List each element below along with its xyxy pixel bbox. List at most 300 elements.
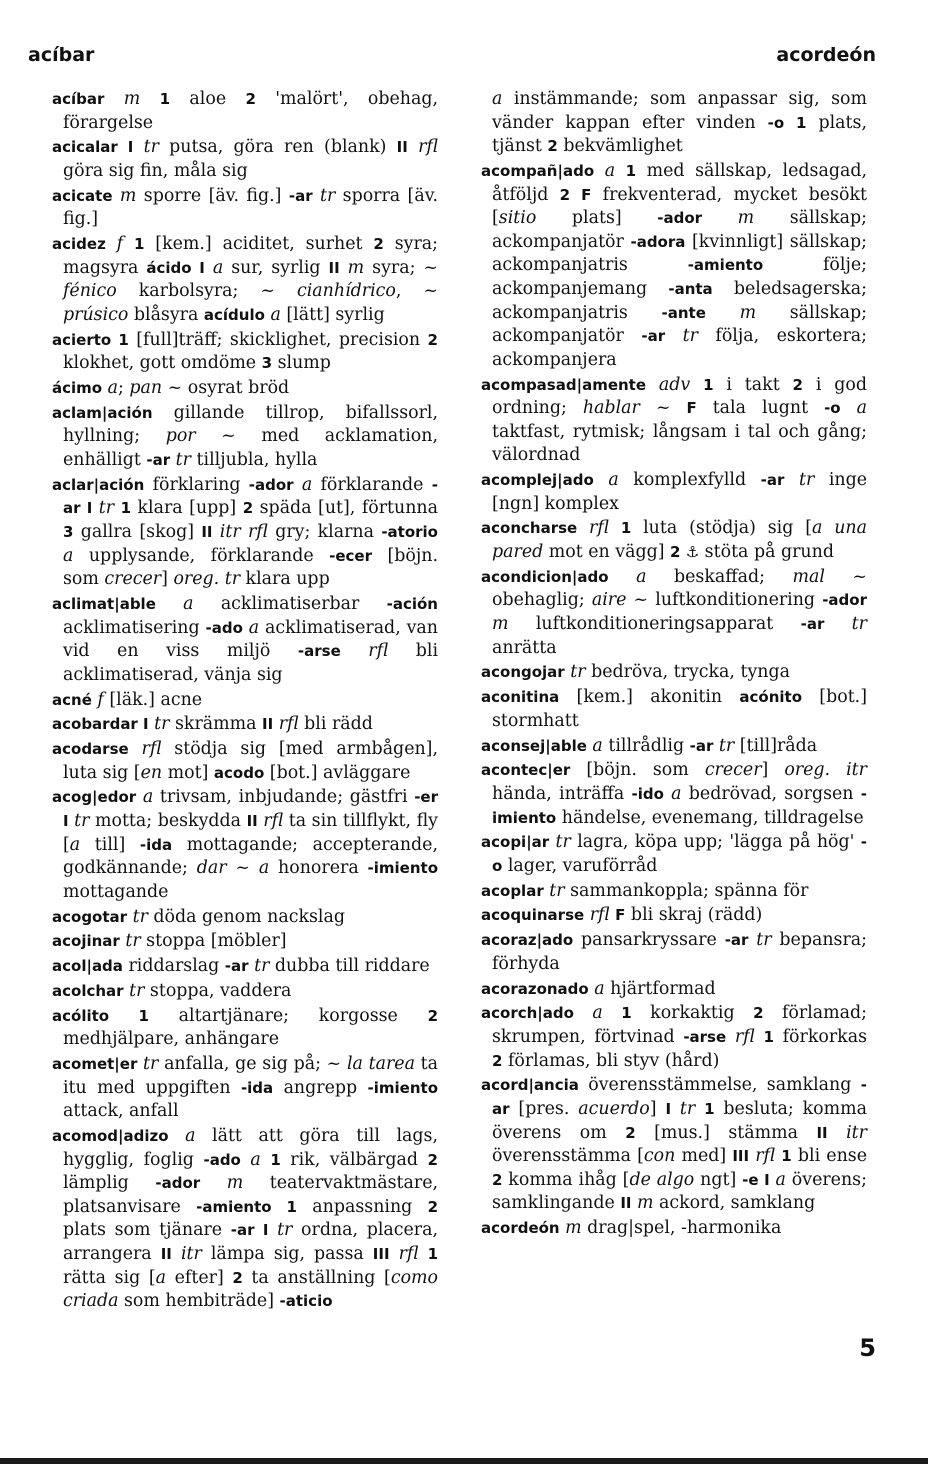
entry-italic-label: pan	[129, 378, 163, 399]
entry-headword: -arse	[683, 1027, 727, 1046]
entry-headword: acondicion|ado	[481, 567, 609, 586]
entry-definition: mot en vägg]	[543, 542, 671, 563]
entry-italic-label: sitio	[498, 208, 537, 229]
entry-definition: följe; ackompanjemang	[492, 255, 868, 299]
dictionary-entry	[481, 735, 867, 759]
entry-definition: bepansra; förhyda	[492, 930, 867, 974]
entry-italic-label: crecer	[104, 569, 162, 590]
entry-definition: gallra [skog]	[73, 522, 202, 542]
entry-italic-label: tr	[713, 735, 740, 756]
entry-italic-label: tr	[119, 931, 147, 952]
entry-headword: II	[246, 812, 258, 831]
entry-definition: altartjänare; korgosse	[148, 1005, 428, 1026]
entry-definition: händelse, evenemang, tilldragelse	[556, 807, 864, 828]
entry-italic-label: a	[293, 474, 321, 495]
entry-definition: instämmande; som anpassar sig, som vänder kappan efter vinden	[492, 89, 867, 133]
entry-headword: II	[328, 258, 340, 277]
entry-headword: 1	[703, 375, 714, 394]
entry-definition: bli ense	[791, 1146, 868, 1167]
entry-headword: acorazonado	[481, 979, 589, 998]
entry-definition: syra; ~	[372, 257, 438, 278]
entry-definition: riddarslag	[122, 956, 225, 977]
entry-definition: upplysande, förklarande	[88, 545, 330, 566]
dictionary-entry	[52, 593, 438, 687]
entry-definition: besluta; komma överens om	[492, 1098, 867, 1143]
entry-italic-label: m	[104, 89, 160, 109]
entry-definition: förlamad; skrumpen, förtvinad	[492, 1003, 867, 1047]
entry-definition: bli acklimatiserad, vänja sig	[63, 641, 439, 685]
entry-definition: anfalla, ge sig på; ~	[164, 1054, 347, 1075]
entry-headword: 2	[245, 90, 256, 108]
entry-headword: 2	[427, 1150, 438, 1169]
entry-italic-label: tr	[748, 930, 780, 951]
entry-definition: ~ obehaglig;	[492, 566, 867, 611]
entry-italic-label: tr	[824, 614, 867, 634]
entry-italic-label: rfl	[584, 905, 616, 926]
entry-headword: 1	[120, 499, 132, 518]
entry-headword: 2	[373, 235, 384, 254]
entry-definition: ta anställning [	[242, 1267, 391, 1288]
entry-definition: [kvinnligt] sällskap; ackompanjatris	[492, 231, 868, 276]
entry-headword: acíbar	[52, 90, 105, 108]
entry-definition: [full]träff; skicklighet, precision	[128, 329, 428, 350]
entry-definition: attack, anfall	[63, 1101, 179, 1122]
entry-definition: förkorkas	[773, 1026, 867, 1047]
entry-headword: 1	[270, 1150, 281, 1169]
entry-definition: [kem.] akonitin	[559, 687, 740, 708]
entry-definition: bedröva, trycka, tynga	[591, 662, 790, 683]
dictionary-entry	[52, 136, 438, 183]
dictionary-entry	[481, 374, 867, 468]
entry-headword: 2	[427, 1197, 439, 1216]
entry-italic-label: mal	[792, 566, 825, 587]
entry-headword: -ador	[155, 1174, 201, 1193]
entry-definition: till]	[80, 834, 140, 855]
entry-headword: -e I	[742, 1170, 770, 1189]
entry-headword: acobardar I	[52, 715, 149, 734]
entry-italic-label: tr	[564, 662, 592, 683]
entry-definition: plats, tjänst	[492, 112, 867, 157]
entry-headword: -ación	[386, 594, 438, 613]
entry-definition: anpassning	[297, 1196, 428, 1217]
entry-headword: 3	[261, 354, 273, 373]
entry-definition: [kem.] aciditet, surhet	[144, 234, 374, 255]
dictionary-entry	[481, 88, 867, 159]
entry-italic-label: de algo	[629, 1169, 695, 1190]
entry-definition: [läk.] acne	[109, 689, 203, 710]
entry-definition: mottagande	[63, 881, 169, 902]
entry-definition: korkaktig	[631, 1003, 754, 1024]
dictionary-entry	[481, 517, 867, 564]
dictionary-entry	[481, 686, 867, 733]
entry-headword: aclam|ación	[52, 403, 153, 422]
dictionary-entry	[52, 1053, 438, 1124]
entry-italic-label: a	[102, 378, 118, 399]
entry-headword: acomod|adizo	[52, 1127, 169, 1146]
entry-definition: rik, välbärgad	[280, 1149, 428, 1170]
entry-italic-label: tr	[671, 1098, 705, 1119]
entry-italic-label: la tarea	[346, 1054, 415, 1075]
entry-definition: sammankoppla; spänna för	[570, 880, 809, 901]
dictionary-entry	[52, 930, 438, 954]
entry-definition: mottagande; accepterande, godkännande;	[63, 834, 438, 879]
entry-definition: ]	[649, 1098, 666, 1119]
entry-headword: II	[620, 1194, 632, 1213]
entry-headword: acodo	[213, 763, 265, 782]
entry-italic-label: a	[155, 593, 221, 614]
entry-definition: [böjn. som	[570, 760, 705, 781]
entry-headword: acol|ada	[52, 957, 123, 976]
entry-headword: acolchar	[52, 981, 124, 1000]
entry-definition: [böjn. som	[63, 545, 438, 590]
dictionary-entry	[481, 759, 867, 830]
entry-italic-label: tr	[549, 832, 578, 853]
entry-definition: , ~	[395, 281, 438, 302]
entry-definition: sporre [äv. fig.]	[143, 185, 289, 206]
entry-headword: acoraz|ado	[481, 931, 574, 950]
dictionary-entry	[52, 906, 438, 930]
entry-definition: efter]	[166, 1267, 233, 1288]
entry-headword: III	[732, 1147, 750, 1166]
entry-definition: tilljubla, hylla	[196, 450, 318, 471]
entry-italic-label: a	[258, 858, 270, 879]
entry-headword: -o 1	[767, 113, 807, 132]
entry-italic-label: adv	[646, 374, 704, 395]
entry-headword: -atorio	[381, 523, 438, 541]
entry-italic-label: a	[594, 160, 626, 181]
entry-headword: -ador	[248, 475, 294, 494]
dictionary-entry	[52, 786, 438, 904]
entry-italic-label: tr	[123, 980, 150, 1001]
entry-headword: 2	[242, 499, 254, 518]
entry-definition: förlamas, bli styv (hård)	[502, 1050, 720, 1071]
entry-headword: -ar	[800, 615, 825, 633]
entry-headword: II	[816, 1123, 828, 1142]
entry-headword: -ecer	[329, 546, 372, 565]
entry-headword: II	[160, 1245, 172, 1264]
entry-headword: 1	[620, 519, 632, 538]
entry-headword: 2	[753, 1004, 764, 1023]
entry-italic-label: itr	[827, 1122, 867, 1143]
entry-definition: ngt]	[694, 1169, 743, 1190]
entry-definition: [lätt] syrlig	[286, 304, 385, 325]
entry-definition: mot]	[162, 762, 214, 783]
entry-headword: I	[665, 1099, 672, 1118]
dictionary-entry	[481, 661, 867, 685]
entry-definition: teatervaktmästare, platsanvisare	[63, 1173, 439, 1217]
entry-definition: syra; magsyra	[63, 234, 439, 278]
dictionary-entry	[52, 185, 438, 232]
dictionary-entry	[481, 566, 867, 660]
entry-definition: förklarande	[320, 474, 432, 495]
entry-italic-label: a	[264, 304, 287, 325]
entry-headword: acné	[52, 690, 92, 709]
entry-italic-label: itr rfl	[212, 522, 276, 542]
entry-headword: -ar I	[63, 475, 438, 518]
entry-headword: ácido I	[146, 258, 205, 277]
entry-italic-label: a	[63, 545, 89, 566]
entry-definition: angrepp	[273, 1077, 368, 1098]
entry-headword: 2	[625, 1123, 636, 1142]
entry-headword: 1	[704, 1099, 715, 1118]
entry-headword: acontec|er	[481, 761, 571, 780]
entry-headword: 2	[492, 1051, 503, 1070]
entry-headword: -o	[492, 833, 867, 875]
entry-headword: 3	[63, 523, 74, 541]
entry-headword: aclar|ación	[52, 475, 145, 494]
entry-headword: acongojar	[481, 663, 565, 682]
entry-definition: med]	[675, 1146, 733, 1167]
entry-definition: ;	[118, 378, 130, 399]
entry-definition: honorera	[269, 858, 368, 879]
entry-headword: -amiento 1	[196, 1197, 297, 1216]
entry-headword: F	[615, 906, 626, 925]
entry-italic-label: tr	[665, 326, 716, 347]
entry-definition: bedrövad, sorgsen	[688, 783, 861, 804]
entry-definition: som hembiträde]	[118, 1291, 280, 1312]
entry-headword: acídulo	[203, 305, 265, 324]
entry-definition: [bot.] stormhatt	[492, 687, 867, 731]
entry-italic-label: a	[155, 1267, 167, 1288]
entry-headword: -ido	[631, 784, 664, 803]
entry-headword: acordeón	[481, 1219, 560, 1238]
entry-definition: ordna, placera, arrangera	[63, 1220, 438, 1265]
entry-definition: sällskap; ackompanjatör	[492, 302, 867, 347]
entry-headword: acopi|ar	[481, 833, 550, 852]
entry-definition: gry; klarna	[275, 522, 382, 542]
entry-italic-label: tr	[92, 498, 121, 519]
dictionary-entry	[52, 329, 438, 376]
entry-headword: 2	[492, 1170, 503, 1189]
entry-definition: inge [ngn] komplex	[492, 470, 868, 514]
entry-italic-label: rfl	[128, 739, 175, 760]
entry-italic-label: rfl	[749, 1146, 782, 1167]
entry-italic-label: m	[339, 257, 373, 278]
entry-italic-label: aire	[591, 590, 627, 611]
entry-italic-label: a	[136, 787, 160, 808]
entry-definition: stöta på grund	[699, 542, 834, 563]
entry-italic-label: f	[105, 234, 134, 255]
entry-headword: 2	[792, 375, 803, 394]
entry-headword: acog|edor	[52, 788, 137, 807]
entry-definition: med sällskap, ledsagad, åtföljd	[492, 160, 867, 205]
entry-italic-label: itr	[171, 1244, 211, 1265]
entry-headword: -ante	[661, 303, 706, 322]
entry-definition: stoppa [möbler]	[146, 931, 287, 952]
entry-headword: 1	[781, 1147, 792, 1166]
entry-italic-label: tr	[784, 470, 829, 491]
dictionary-entry	[52, 980, 438, 1004]
entry-definition: slump	[272, 353, 331, 374]
entry-italic-label: rfl	[389, 1244, 428, 1265]
entry-headword: acompasad|amente	[481, 375, 647, 394]
entry-definition: komplexfylld	[633, 470, 761, 491]
entry-italic-label: a	[593, 470, 634, 491]
entry-headword: acicate	[52, 186, 113, 205]
entry-italic-label: a	[588, 978, 611, 999]
entry-definition: i god ordning;	[492, 374, 867, 419]
entry-definition: ~ luftkonditionering	[626, 590, 823, 611]
entry-headword: 1	[625, 161, 637, 180]
entry-definition: skrämma	[175, 714, 263, 735]
entry-headword: acompañ|ado	[481, 161, 595, 180]
entry-headword: aconcharse	[481, 519, 578, 538]
entry-italic-label: a	[242, 617, 265, 638]
entry-headword: 2 ⚓	[670, 543, 700, 562]
entry-definition: [mus.] stämma	[635, 1122, 817, 1143]
entry-definition: trivsam, inbjudande; gästfri	[159, 787, 415, 808]
entry-headword: 2	[547, 137, 558, 156]
entry-definition: plats som tjänare	[63, 1220, 231, 1241]
entry-headword: -ida	[240, 1078, 274, 1097]
entry-definition: späda [ut], förtunna	[253, 498, 439, 519]
dictionary-entry	[52, 1125, 438, 1314]
page-header	[28, 44, 876, 74]
entry-headword: 2	[427, 1006, 438, 1025]
entry-definition: [till]råda	[739, 735, 818, 756]
dictionary-entry	[52, 955, 438, 979]
entry-definition: klokhet, gott omdöme	[63, 353, 262, 374]
entry-definition: lämplig	[63, 1173, 156, 1194]
entry-italic-label: a	[840, 398, 867, 419]
dictionary-entry	[52, 377, 438, 401]
entry-italic-label: tr	[170, 450, 197, 471]
entry-headword: -ado	[205, 618, 243, 637]
entry-definition: plats]	[536, 208, 658, 229]
entry-definition: hjärtformad	[610, 978, 716, 999]
entry-italic-label: tr	[133, 137, 170, 158]
entry-headword: -imiento	[367, 1078, 438, 1097]
entry-definition: 'malört', obehag, förargelse	[63, 89, 439, 133]
entry-definition: ~ med acklamation, enhälligt	[63, 426, 438, 471]
entry-italic-label: m	[631, 1193, 660, 1214]
entry-headword: acidez	[52, 235, 106, 254]
dictionary-entry	[52, 713, 438, 737]
entry-headword: acólito 1	[52, 1006, 149, 1025]
entry-headword: acodarse	[52, 740, 129, 759]
entry-headword: acomet|er	[52, 1055, 138, 1074]
entry-headword: acoplar	[481, 881, 544, 900]
bottom-edge	[0, 1458, 928, 1464]
entry-definition: aloe	[170, 89, 246, 109]
entry-headword: acónito	[739, 688, 803, 707]
entry-definition: ]	[161, 569, 174, 590]
entry-definition: i takt	[713, 374, 793, 395]
entry-definition: ackord, samklang	[659, 1193, 816, 1214]
dictionary-entry	[481, 831, 867, 878]
entry-headword: acogotar	[52, 907, 128, 926]
entry-definition: ta itu med uppgiften	[63, 1054, 438, 1098]
entry-italic-label: rfl	[257, 811, 289, 832]
entry-headword: -arse	[297, 642, 341, 661]
entry-definition: lämpa sig, passa	[210, 1244, 373, 1265]
entry-italic-label: en	[140, 762, 163, 783]
entry-headword: -ar	[689, 736, 714, 755]
dictionary-entry	[481, 978, 867, 1002]
entry-italic-label: rfl	[726, 1026, 764, 1047]
entry-headword: 1	[621, 1004, 632, 1023]
dictionary-entry	[481, 469, 867, 516]
entry-italic-label: tr	[268, 1220, 302, 1241]
entry-italic-label: m	[559, 1218, 588, 1239]
entry-italic-label: fénico	[63, 281, 117, 302]
entry-definition: rätta sig [	[63, 1267, 156, 1288]
entry-headword: -ar I	[230, 1221, 269, 1240]
entry-definition: [bot.] avläggare	[264, 762, 411, 783]
entry-headword: II	[201, 523, 213, 541]
entry-definition: följa, eskortera; ackompanjera	[492, 326, 867, 370]
entry-headword: 1	[763, 1027, 774, 1046]
entry-definition: blåsyra	[128, 304, 204, 325]
entry-definition: drag|spel, -harmonika	[587, 1218, 782, 1239]
entry-italic-label: f	[91, 689, 110, 710]
entry-italic-label: oreg. itr	[784, 760, 867, 781]
entry-italic-label: con	[643, 1146, 676, 1167]
dictionary-entry	[52, 738, 438, 785]
dictionary-entry	[481, 904, 867, 928]
entry-italic-label: m	[492, 614, 536, 634]
entry-headword: III	[372, 1245, 390, 1264]
entry-headword: 2	[427, 330, 438, 349]
entry-definition: gillande tillrop, bifallssorl, hyllning;	[63, 402, 438, 447]
entry-italic-label: rfl	[407, 137, 438, 158]
entry-headword: 2	[232, 1268, 243, 1287]
entry-definition: beskaffad;	[673, 566, 793, 587]
entry-definition: sur, syrlig	[231, 257, 329, 278]
right-column	[481, 88, 867, 1242]
entry-definition: pansarkryssare	[573, 930, 725, 951]
entry-italic-label: a	[586, 735, 609, 756]
entry-headword: -imiento	[367, 859, 439, 878]
entry-definition: frekventerad, mycket besökt [	[492, 184, 867, 229]
entry-italic-label: rfl	[577, 518, 621, 539]
entry-italic-label: como criada	[63, 1267, 438, 1312]
entry-definition: stödja sig [med armbågen], luta sig [	[63, 739, 438, 783]
entry-headword: -imiento	[492, 784, 867, 827]
entry-italic-label: tr	[127, 906, 154, 927]
entry-definition: luta (stödja) sig [	[631, 518, 813, 539]
entry-definition: lätt att göra till lags, hygglig, foglig	[63, 1126, 438, 1170]
entry-definition: putsa, göra ren (blank)	[169, 137, 397, 158]
entry-definition: sällskap; ackompanjatör	[492, 208, 867, 252]
entry-definition: tillrådlig	[608, 735, 690, 756]
dictionary-entry	[481, 1217, 867, 1241]
entry-headword: aconsej|able	[481, 736, 587, 755]
entry-definition: bekvämlighet	[557, 136, 683, 157]
entry-italic-label: tr	[312, 185, 343, 206]
entry-headword: -ado	[203, 1150, 241, 1169]
entry-definition: sporra [äv. fig.]	[63, 185, 438, 230]
entry-headword: -er I	[63, 788, 438, 831]
entry-definition: lagra, köpa upp; 'lägga på hög'	[577, 832, 861, 853]
entry-italic-label: dar	[196, 858, 227, 879]
entry-italic-label: m	[705, 302, 790, 323]
entry-definition: stoppa, vaddera	[149, 980, 292, 1001]
entry-headword: 1	[159, 90, 171, 108]
entry-headword: -ador	[657, 209, 703, 228]
entry-definition: acklimatisering	[63, 617, 206, 638]
entry-italic-label: a	[168, 1126, 213, 1147]
entry-headword: -ar	[146, 451, 171, 470]
entry-italic-label: hablar	[582, 398, 640, 419]
entry-definition: acklimatiserad, van vid en viss miljö	[63, 617, 438, 662]
entry-italic-label: tr	[543, 880, 571, 901]
entry-italic-label: rfl	[273, 714, 305, 735]
entry-italic-label: crecer	[704, 760, 762, 781]
dictionary-entry	[481, 160, 867, 372]
entry-italic-label: rfl	[340, 641, 416, 662]
entry-italic-label: a	[573, 1003, 622, 1024]
